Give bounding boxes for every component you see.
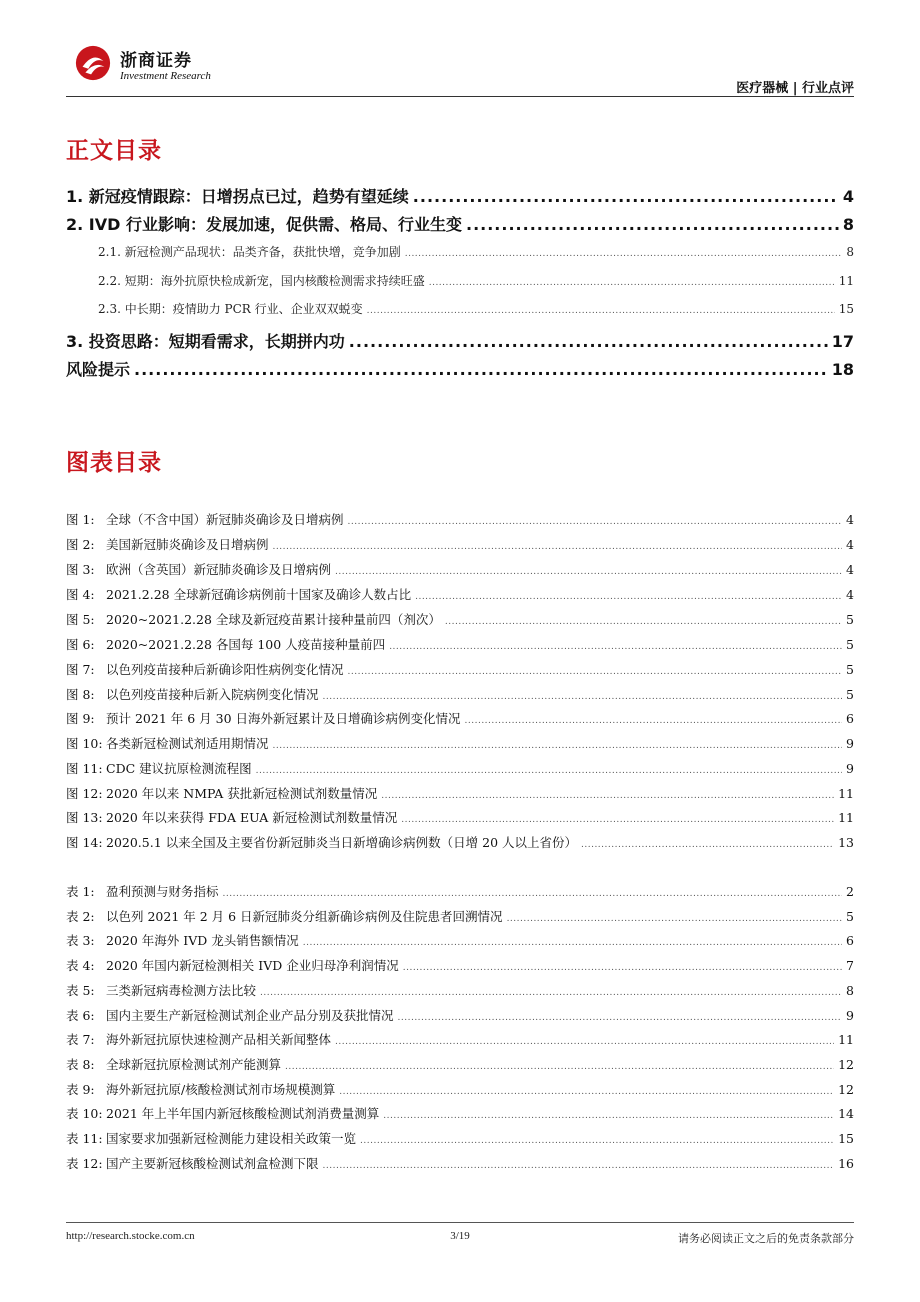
table-label: 全球新冠抗原检测试剂产能测算 [106, 1057, 282, 1072]
figure-number: 图 10: [66, 736, 103, 751]
brand-name-en: Investment Research [120, 70, 211, 82]
table-number: 表 9: [66, 1082, 95, 1097]
figure-entry[interactable] [66, 610, 854, 628]
toc-leader [323, 692, 843, 702]
toc-item-page: 8 [846, 245, 854, 259]
table-entry[interactable] [66, 882, 854, 900]
footer-page-number: 3/19 [450, 1230, 470, 1242]
table-number: 表 10: [66, 1106, 103, 1121]
figure-entry[interactable] [66, 734, 854, 752]
report-category: 医疗器械 | 行业点评 [736, 81, 854, 96]
toc-leader [273, 741, 843, 751]
toc-subitem[interactable] [98, 272, 854, 289]
toc-leader [403, 963, 842, 973]
toc-leader [273, 542, 843, 552]
figure-entry[interactable] [66, 635, 854, 653]
toc-leader [465, 716, 843, 726]
table-page: 7 [846, 958, 854, 973]
toc-leader [134, 360, 828, 379]
table-page: 8 [846, 983, 854, 998]
footer-divider [66, 1222, 854, 1223]
header-divider [66, 96, 854, 97]
figure-label: 2020~2021.2.28 各国每 100 人疫苗接种量前四 [106, 637, 386, 652]
table-label: 三类新冠病毒检测方法比较 [106, 983, 257, 998]
toc-item-label: 3. 投资思路：短期看需求，长期拼内功 [66, 332, 345, 351]
toc-leader [398, 1013, 843, 1023]
figure-page: 5 [846, 637, 854, 652]
table-label: 国内主要生产新冠检测试剂企业产品分别及获批情况 [106, 1008, 394, 1023]
figure-number: 图 7: [66, 662, 95, 677]
toc-leader [323, 1161, 835, 1171]
toc-subitem[interactable] [98, 300, 854, 317]
toc-leader [429, 278, 835, 288]
toc-item-label: 2.1. 新冠检测产品现状：品类齐备，获批快增，竞争加剧 [98, 245, 401, 259]
figure-entry[interactable] [66, 535, 854, 553]
page-header [66, 40, 854, 96]
toc-item-label: 2.2. 短期：海外抗原快检成新宠，国内核酸检测需求持续旺盛 [98, 274, 425, 288]
figure-page: 13 [838, 835, 854, 850]
table-number: 表 4: [66, 958, 95, 973]
toc-leader [335, 567, 842, 577]
table-page: 2 [846, 884, 854, 899]
table-label: 国产主要新冠核酸检测试剂盒检测下限 [106, 1156, 319, 1171]
table-entry[interactable] [66, 1104, 854, 1122]
figure-entry[interactable] [66, 660, 854, 678]
table-label: 国家要求加强新冠检测能力建设相关政策一览 [106, 1131, 357, 1146]
figure-entry[interactable] [66, 560, 854, 578]
figure-number: 图 11: [66, 761, 103, 776]
figure-number: 图 12: [66, 786, 103, 801]
toc-item-label: 2. IVD 行业影响：发展加速，促供需、格局、行业生变 [66, 215, 462, 234]
table-label: 2020 年海外 IVD 龙头销售额情况 [106, 933, 299, 948]
table-label: 以色列 2021 年 2 月 6 日新冠肺炎分组新确诊病例及住院患者回溯情况 [106, 909, 503, 924]
toc-leader [256, 766, 842, 776]
toc-item[interactable] [66, 212, 854, 235]
figure-page: 5 [846, 687, 854, 702]
table-number: 表 7: [66, 1032, 95, 1047]
figure-label: 欧洲（含英国）新冠肺炎确诊及日增病例 [106, 562, 332, 577]
toc-leader [383, 1111, 834, 1121]
toc-item-page: 15 [838, 302, 854, 316]
table-number: 表 2: [66, 909, 95, 924]
figure-entry[interactable] [66, 709, 854, 727]
table-label: 海外新冠抗原快速检测产品相关新闻整体 [106, 1032, 332, 1047]
figure-page: 5 [846, 612, 854, 627]
toc-item-page: 4 [842, 187, 854, 206]
toc-leader [581, 840, 834, 850]
toc-title: 正文目录 [66, 138, 162, 164]
table-page: 12 [838, 1057, 854, 1072]
figure-number: 图 8: [66, 687, 95, 702]
toc-leader [466, 215, 839, 234]
table-entry[interactable] [66, 981, 854, 999]
figures-title: 图表目录 [66, 450, 162, 476]
brand-name-cn: 浙商证券 [120, 51, 192, 71]
toc-leader [348, 667, 843, 677]
toc-item[interactable] [66, 357, 854, 380]
figure-number: 图 2: [66, 537, 95, 552]
footer-url-link[interactable]: http://research.stocke.com.cn [66, 1230, 195, 1242]
figure-label: 以色列疫苗接种后新入院病例变化情况 [106, 687, 319, 702]
table-label: 2020 年国内新冠检测相关 IVD 企业归母净利润情况 [106, 958, 399, 973]
toc-item-label: 1. 新冠疫情跟踪：日增拐点已过，趋势有望延续 [66, 187, 409, 206]
toc-leader [285, 1062, 834, 1072]
figure-label: 2020 年以来 NMPA 获批新冠检测试剂数量情况 [106, 786, 378, 801]
table-entry[interactable] [66, 1154, 854, 1172]
toc-leader [339, 1087, 834, 1097]
figure-entry[interactable] [66, 685, 854, 703]
table-page: 5 [846, 909, 854, 924]
toc-leader [445, 617, 842, 627]
toc-item-page: 11 [838, 274, 854, 288]
toc-leader [349, 332, 828, 351]
table-page: 6 [846, 933, 854, 948]
toc-item-label: 2.3. 中长期：疫情助力 PCR 行业、企业双双蜕变 [98, 302, 363, 316]
toc-leader [405, 249, 843, 259]
toc-leader [389, 642, 842, 652]
toc-leader [367, 306, 835, 316]
table-page: 12 [838, 1082, 854, 1097]
table-entry[interactable] [66, 1129, 854, 1147]
table-entry[interactable] [66, 1080, 854, 1098]
toc-leader [507, 914, 842, 924]
table-page: 14 [838, 1106, 854, 1121]
brand-logo-icon [74, 44, 112, 82]
figure-page: 4 [846, 512, 854, 527]
figure-page: 4 [846, 562, 854, 577]
table-number: 表 12: [66, 1156, 103, 1171]
table-page: 16 [838, 1156, 854, 1171]
toc-leader [413, 187, 839, 206]
figure-entry[interactable] [66, 759, 854, 777]
figure-number: 图 13: [66, 810, 103, 825]
toc-item[interactable] [66, 184, 854, 207]
table-number: 表 1: [66, 884, 95, 899]
toc-leader [260, 988, 842, 998]
figure-label: 预计 2021 年 6 月 30 日海外新冠累计及日增确诊病例变化情况 [106, 711, 461, 726]
figure-page: 4 [846, 537, 854, 552]
figure-label: 2020 年以来获得 FDA EUA 新冠检测试剂数量情况 [106, 810, 398, 825]
table-number: 表 5: [66, 983, 95, 998]
toc-leader [360, 1136, 834, 1146]
table-entry[interactable] [66, 1006, 854, 1024]
figure-number: 图 5: [66, 612, 95, 627]
toc-item-page: 17 [831, 332, 854, 351]
table-number: 表 8: [66, 1057, 95, 1072]
toc-subitem[interactable] [98, 243, 854, 260]
toc-leader [415, 592, 842, 602]
figure-number: 图 6: [66, 637, 95, 652]
toc-item-label: 风险提示 [66, 360, 131, 379]
table-page: 11 [838, 1032, 854, 1047]
figure-page: 4 [846, 587, 854, 602]
figure-label: 2020.5.1 以来全国及主要省份新冠肺炎当日新增确诊病例数（日增 20 人以上省份） [106, 835, 577, 850]
toc-leader [381, 791, 834, 801]
footer-disclaimer: 请务必阅读正文之后的免责条款部分 [678, 1232, 854, 1245]
table-label: 2021 年上半年国内新冠核酸检测试剂消费量测算 [106, 1106, 380, 1121]
toc-leader [303, 938, 842, 948]
figure-label: 美国新冠肺炎确诊及日增病例 [106, 537, 269, 552]
toc-item-page: 8 [842, 215, 854, 234]
figure-label: 2020~2021.2.28 全球及新冠疫苗累计接种量前四（剂次） [106, 612, 441, 627]
figure-number: 图 14: [66, 835, 103, 850]
figure-label: 全球（不含中国）新冠肺炎确诊及日增病例 [106, 512, 344, 527]
toc-item[interactable] [66, 329, 854, 352]
table-entry[interactable] [66, 1055, 854, 1073]
figure-entry[interactable] [66, 833, 854, 851]
toc-leader [335, 1037, 834, 1047]
toc-item-page: 18 [831, 360, 854, 379]
figure-label: CDC 建议抗原检测流程图 [106, 761, 252, 776]
table-page: 15 [838, 1131, 854, 1146]
toc-leader [401, 815, 834, 825]
figure-page: 11 [838, 810, 854, 825]
figure-label: 2021.2.28 全球新冠确诊病例前十国家及确诊人数占比 [106, 587, 412, 602]
figure-entry[interactable] [66, 784, 854, 802]
table-entry[interactable] [66, 907, 854, 925]
figure-number: 图 4: [66, 587, 95, 602]
table-label: 海外新冠抗原/核酸检测试剂市场规模测算 [106, 1082, 336, 1097]
toc-leader [223, 889, 843, 899]
table-entry[interactable] [66, 956, 854, 974]
figure-entry[interactable] [66, 585, 854, 603]
table-entry[interactable] [66, 1030, 854, 1048]
figure-number: 图 3: [66, 562, 95, 577]
figure-label: 各类新冠检测试剂适用期情况 [106, 736, 269, 751]
figure-page: 11 [838, 786, 854, 801]
figure-page: 9 [846, 761, 854, 776]
table-number: 表 3: [66, 933, 95, 948]
figure-page: 9 [846, 736, 854, 751]
table-number: 表 11: [66, 1131, 103, 1146]
table-label: 盈利预测与财务指标 [106, 884, 219, 899]
table-page: 9 [846, 1008, 854, 1023]
figure-page: 5 [846, 662, 854, 677]
figure-page: 6 [846, 711, 854, 726]
figure-number: 图 9: [66, 711, 95, 726]
table-entry[interactable] [66, 931, 854, 949]
figure-number: 图 1: [66, 512, 95, 527]
figure-entry[interactable] [66, 510, 854, 528]
toc-leader [348, 517, 843, 527]
figure-entry[interactable] [66, 808, 854, 826]
figure-label: 以色列疫苗接种后新确诊阳性病例变化情况 [106, 662, 344, 677]
table-number: 表 6: [66, 1008, 95, 1023]
